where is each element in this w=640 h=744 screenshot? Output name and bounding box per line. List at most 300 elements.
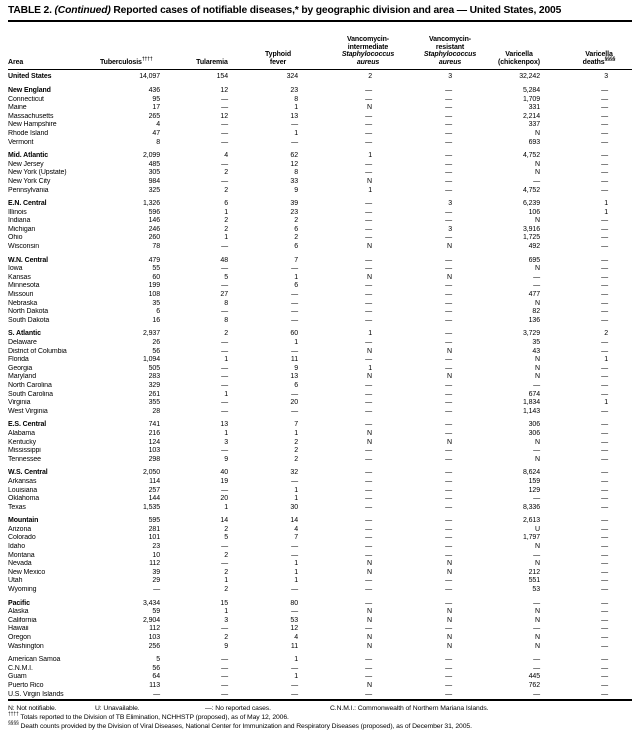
vancomycin-intermediate-cell: —: [365, 421, 372, 429]
area-cell: Vermont: [8, 138, 34, 146]
table-row: [8, 634, 632, 643]
area-cell: New Hampshire: [8, 121, 57, 129]
vancomycin-intermediate-cell: —: [365, 129, 372, 137]
table-row: [8, 691, 632, 701]
tuberculosis-cell: 55: [152, 265, 160, 273]
tularemia-cell: —: [221, 625, 228, 633]
varicella-deaths-cell: —: [601, 560, 608, 568]
area-cell: E.N. Central: [8, 200, 47, 208]
area-cell: Iowa: [8, 265, 23, 273]
varicella-deaths-cell: —: [601, 217, 608, 225]
area-cell: American Samoa: [8, 656, 61, 664]
vancomycin-intermediate-cell: —: [365, 625, 372, 633]
typhoid-fever-cell: —: [291, 681, 298, 689]
tularemia-cell: —: [221, 664, 228, 672]
varicella-deaths-cell: —: [601, 256, 608, 264]
tularemia-cell: —: [221, 265, 228, 273]
varicella-cell: N: [535, 160, 540, 168]
area-cell: Delaware: [8, 339, 37, 346]
varicella-deaths-cell: —: [601, 112, 608, 120]
vancomycin-intermediate-cell: N: [367, 681, 372, 689]
area-cell: U.S. Virgin Islands: [8, 690, 64, 698]
area-cell: Pacific: [8, 599, 30, 607]
tuberculosis-cell: 199: [148, 282, 160, 290]
area-cell: North Carolina: [8, 381, 52, 389]
tularemia-cell: 3: [224, 438, 228, 446]
varicella-deaths-cell: —: [601, 381, 608, 389]
varicella-deaths-cell: —: [601, 316, 608, 324]
varicella-cell: 337: [528, 121, 540, 129]
area-cell: Texas: [8, 503, 26, 511]
tuberculosis-cell: 64: [152, 673, 160, 681]
tuberculosis-cell: 78: [152, 243, 160, 251]
area-cell: California: [8, 616, 37, 624]
area-cell: District of Columbia: [8, 347, 67, 355]
table-row: [8, 416, 632, 430]
table-row: [8, 391, 632, 400]
tularemia-cell: 48: [220, 256, 228, 264]
tuberculosis-cell: 59: [152, 608, 160, 616]
varicella-deaths-cell: —: [601, 299, 608, 307]
tularemia-cell: 1: [224, 577, 228, 585]
vancomycin-intermediate-cell: —: [365, 551, 372, 559]
typhoid-fever-cell: —: [291, 407, 298, 415]
vancomycin-resistant-cell: N: [447, 616, 452, 624]
varicella-deaths-cell: 1: [604, 208, 608, 216]
table-row: [8, 408, 632, 417]
varicella-cell: N: [535, 356, 540, 364]
table-row: [8, 534, 632, 543]
table-row: [8, 325, 632, 339]
tuberculosis-cell: 146: [148, 217, 160, 225]
varicella-cell: —: [533, 664, 540, 672]
vancomycin-intermediate-cell: N: [367, 104, 372, 112]
table-row: [8, 291, 632, 300]
vancomycin-intermediate-cell: N: [367, 347, 372, 355]
typhoid-fever-cell: 6: [294, 225, 298, 233]
tularemia-cell: 9: [224, 455, 228, 463]
vancomycin-intermediate-cell: —: [365, 577, 372, 585]
tularemia-cell: —: [221, 339, 228, 346]
area-cell: Guam: [8, 673, 27, 681]
typhoid-fever-cell: 39: [290, 200, 298, 208]
typhoid-fever-cell: 4: [294, 634, 298, 641]
varicella-deaths-cell: —: [601, 534, 608, 542]
varicella-deaths-cell: —: [601, 656, 608, 664]
vancomycin-intermediate-cell: N: [367, 273, 372, 281]
varicella-deaths-cell: —: [601, 243, 608, 251]
vancomycin-intermediate-cell: 2: [368, 73, 372, 81]
vancomycin-intermediate-cell: —: [365, 138, 372, 146]
vancomycin-resistant-cell: —: [445, 234, 452, 242]
typhoid-fever-cell: 12: [290, 160, 298, 168]
tularemia-cell: —: [221, 399, 228, 407]
table-row: [8, 169, 632, 178]
table-row: [8, 70, 632, 82]
varicella-deaths-cell: —: [601, 339, 608, 346]
tuberculosis-cell: —: [153, 690, 160, 698]
vancomycin-resistant-cell: —: [445, 152, 452, 160]
table-row: [8, 121, 632, 130]
tuberculosis-cell: 29: [152, 577, 160, 585]
area-cell: Puerto Rico: [8, 681, 44, 689]
area-cell: West Virginia: [8, 407, 48, 415]
typhoid-fever-cell: 1: [294, 656, 298, 664]
dagger-superscript: ††††: [141, 56, 153, 63]
typhoid-fever-cell: —: [291, 586, 298, 594]
vancomycin-intermediate-cell: —: [365, 690, 372, 698]
vancomycin-resistant-cell: —: [445, 586, 452, 594]
footnote-key-dash: —: No reported cases.: [205, 705, 271, 713]
area-cell: Illinois: [8, 208, 27, 216]
table-row: [8, 651, 632, 665]
varicella-deaths-cell: —: [601, 265, 608, 273]
tuberculosis-cell: 2,937: [142, 330, 160, 338]
varicella-deaths-cell: —: [601, 455, 608, 463]
typhoid-fever-cell: —: [291, 316, 298, 324]
tularemia-cell: 1: [224, 390, 228, 398]
varicella-cell: 695: [528, 256, 540, 264]
area-cell: Colorado: [8, 534, 36, 542]
typhoid-fever-cell: 324: [286, 73, 298, 81]
tularemia-cell: 2: [224, 330, 228, 338]
typhoid-fever-cell: 6: [294, 243, 298, 251]
varicella-deaths-cell: —: [601, 121, 608, 129]
varicella-cell: 477: [528, 291, 540, 299]
area-cell: Nebraska: [8, 299, 38, 307]
vancomycin-resistant-cell: —: [445, 477, 452, 485]
section-superscript: §§§§: [8, 720, 19, 727]
varicella-deaths-cell: —: [601, 503, 608, 511]
typhoid-fever-cell: 1: [294, 104, 298, 112]
varicella-deaths-cell: —: [601, 517, 608, 525]
vancomycin-resistant-cell: —: [445, 177, 452, 185]
varicella-cell: —: [533, 551, 540, 559]
dagger-superscript: ††††: [8, 711, 19, 718]
typhoid-fever-cell: 7: [294, 421, 298, 429]
varicella-deaths-cell: —: [601, 495, 608, 503]
tularemia-cell: 14: [220, 517, 228, 525]
table-row: [8, 665, 632, 674]
footnote-key-n: N: Not notifiable.: [8, 705, 57, 713]
tuberculosis-cell: 485: [148, 160, 160, 168]
varicella-deaths-cell: —: [601, 642, 608, 650]
varicella-cell: 82: [532, 308, 540, 316]
varicella-cell: N: [535, 616, 540, 624]
tuberculosis-cell: 47: [152, 129, 160, 137]
table-row: [8, 195, 632, 209]
varicella-cell: —: [533, 599, 540, 607]
vancomycin-resistant-cell: —: [445, 429, 452, 437]
tuberculosis-cell: 112: [149, 625, 160, 633]
table-row: [8, 104, 632, 113]
area-cell: Arkansas: [8, 477, 37, 485]
varicella-deaths-cell: —: [601, 282, 608, 290]
varicella-cell: 2,613: [522, 517, 540, 525]
tuberculosis-cell: 2,099: [142, 152, 160, 160]
tularemia-cell: 2: [224, 568, 228, 576]
varicella-cell: —: [533, 282, 540, 290]
vancomycin-intermediate-cell: N: [367, 608, 372, 616]
varicella-deaths-cell: —: [601, 138, 608, 146]
tuberculosis-cell: 5: [156, 656, 160, 664]
tuberculosis-cell: 2,904: [142, 616, 160, 624]
tularemia-cell: 8: [224, 299, 228, 307]
vancomycin-intermediate-cell: —: [365, 525, 372, 533]
varicella-deaths-cell: —: [601, 599, 608, 607]
varicella-deaths-cell: —: [601, 447, 608, 455]
table-row: [8, 478, 632, 487]
table-row: [8, 308, 632, 317]
varicella-cell: —: [533, 381, 540, 389]
vancomycin-resistant-cell: —: [445, 316, 452, 324]
column-header-tuberculosis: Tuberculosis††††: [100, 22, 168, 70]
varicella-cell: —: [533, 273, 540, 281]
vancomycin-intermediate-cell: —: [365, 160, 372, 168]
tuberculosis-cell: 114: [149, 477, 160, 485]
vancomycin-resistant-cell: —: [445, 282, 452, 290]
typhoid-fever-cell: —: [291, 390, 298, 398]
tuberculosis-cell: 741: [148, 421, 160, 429]
table-row: [8, 373, 632, 382]
varicella-deaths-cell: —: [601, 177, 608, 185]
varicella-cell: 445: [528, 673, 540, 681]
varicella-cell: 306: [528, 421, 540, 429]
typhoid-fever-cell: 11: [290, 642, 298, 650]
area-cell: Washington: [8, 642, 44, 650]
notifiable-diseases-table: [8, 22, 632, 701]
table-body: [8, 70, 632, 700]
tularemia-cell: 2: [224, 551, 228, 559]
tularemia-cell: —: [221, 347, 228, 355]
vancomycin-intermediate-cell: N: [367, 177, 372, 185]
vancomycin-resistant-cell: N: [447, 347, 452, 355]
vancomycin-resistant-cell: —: [445, 208, 452, 216]
typhoid-fever-cell: —: [291, 265, 298, 273]
varicella-cell: 3,916: [522, 225, 540, 233]
area-cell: Oregon: [8, 634, 31, 641]
table-row: [8, 82, 632, 96]
varicella-cell: 551: [528, 577, 540, 585]
area-cell: Oklahoma: [8, 495, 40, 503]
typhoid-fever-cell: 2: [294, 455, 298, 463]
typhoid-fever-cell: 23: [290, 208, 298, 216]
table-header: [8, 22, 632, 70]
area-cell: Louisiana: [8, 486, 38, 494]
area-cell: Pennsylvania: [8, 186, 49, 194]
table-row: [8, 226, 632, 235]
table-row: [8, 643, 632, 652]
varicella-cell: N: [535, 560, 540, 568]
tularemia-cell: —: [221, 656, 228, 664]
tuberculosis-cell: 265: [148, 112, 160, 120]
typhoid-fever-cell: 8: [294, 169, 298, 177]
vancomycin-resistant-cell: N: [447, 568, 452, 576]
varicella-deaths-cell: —: [601, 186, 608, 194]
vancomycin-resistant-cell: —: [445, 681, 452, 689]
varicella-deaths-cell: —: [601, 577, 608, 585]
vancomycin-intermediate-cell: —: [365, 217, 372, 225]
vancomycin-resistant-cell: —: [445, 308, 452, 316]
typhoid-fever-cell: 2: [294, 234, 298, 242]
typhoid-fever-cell: 9: [294, 186, 298, 194]
vancomycin-resistant-cell: —: [445, 330, 452, 338]
table-row: [8, 300, 632, 309]
tuberculosis-cell: 1,326: [142, 200, 160, 208]
table-row: [8, 552, 632, 561]
area-cell: Massachusetts: [8, 112, 54, 120]
table-row: [8, 464, 632, 478]
table-row: [8, 586, 632, 595]
table-row: [8, 560, 632, 569]
tuberculosis-cell: 436: [148, 86, 160, 94]
area-cell: Florida: [8, 356, 29, 364]
tuberculosis-cell: 112: [149, 560, 160, 568]
tuberculosis-cell: 283: [148, 373, 160, 381]
typhoid-fever-cell: —: [291, 664, 298, 672]
tularemia-cell: 2: [224, 186, 228, 194]
area-cell: Indiana: [8, 217, 31, 225]
vancomycin-intermediate-cell: —: [365, 316, 372, 324]
vancomycin-resistant-cell: N: [447, 243, 452, 251]
varicella-deaths-cell: —: [601, 664, 608, 672]
vancomycin-resistant-cell: —: [445, 339, 452, 346]
area-cell: Michigan: [8, 225, 36, 233]
typhoid-fever-cell: 6: [294, 381, 298, 389]
varicella-deaths-cell: —: [601, 543, 608, 551]
varicella-deaths-cell: —: [601, 525, 608, 533]
area-cell: New Jersey: [8, 160, 44, 168]
varicella-deaths-cell: —: [601, 634, 608, 641]
varicella-cell: 492: [528, 243, 540, 251]
table-row: [8, 113, 632, 122]
varicella-cell: —: [533, 690, 540, 698]
area-cell: Connecticut: [8, 95, 44, 103]
vancomycin-intermediate-cell: N: [367, 634, 372, 641]
vancomycin-intermediate-cell: —: [365, 308, 372, 316]
area-cell: Arizona: [8, 525, 32, 533]
varicella-cell: N: [535, 438, 540, 446]
vancomycin-resistant-cell: —: [445, 186, 452, 194]
vancomycin-resistant-cell: —: [445, 625, 452, 633]
varicella-cell: N: [535, 265, 540, 273]
table-row: [8, 365, 632, 374]
tularemia-cell: —: [221, 243, 228, 251]
typhoid-fever-cell: 2: [294, 217, 298, 225]
varicella-deaths-cell: —: [601, 95, 608, 103]
varicella-deaths-cell: 1: [604, 399, 608, 407]
typhoid-fever-cell: 1: [294, 339, 298, 346]
tuberculosis-cell: 16: [152, 316, 160, 324]
tuberculosis-cell: 17: [152, 104, 160, 112]
tularemia-cell: 1: [224, 208, 228, 216]
tularemia-cell: 154: [216, 73, 228, 81]
tuberculosis-cell: 1,094: [142, 356, 160, 364]
varicella-cell: 1,725: [522, 234, 540, 242]
tularemia-cell: 15: [220, 599, 228, 607]
table-row: [8, 382, 632, 391]
varicella-deaths-cell: —: [601, 86, 608, 94]
vancomycin-intermediate-cell: N: [367, 560, 372, 568]
tularemia-cell: —: [221, 447, 228, 455]
vancomycin-resistant-cell: —: [445, 256, 452, 264]
vancomycin-intermediate-cell: —: [365, 339, 372, 346]
tuberculosis-cell: 14,097: [139, 73, 160, 81]
vancomycin-resistant-cell: —: [445, 664, 452, 672]
vancomycin-intermediate-cell: —: [365, 299, 372, 307]
vancomycin-resistant-cell: —: [445, 486, 452, 494]
tularemia-cell: 2: [224, 525, 228, 533]
table-row: [8, 577, 632, 586]
vancomycin-intermediate-cell: —: [365, 656, 372, 664]
tularemia-cell: 1: [224, 503, 228, 511]
varicella-deaths-cell: —: [601, 373, 608, 381]
area-cell: W.S. Central: [8, 469, 48, 477]
vancomycin-intermediate-cell: —: [365, 121, 372, 129]
vancomycin-intermediate-cell: —: [365, 200, 372, 208]
table-row: [8, 595, 632, 609]
varicella-deaths-cell: —: [601, 681, 608, 689]
vancomycin-intermediate-cell: N: [367, 616, 372, 624]
varicella-deaths-cell: —: [601, 616, 608, 624]
typhoid-fever-cell: 13: [290, 112, 298, 120]
tularemia-cell: 2: [224, 169, 228, 177]
varicella-deaths-cell: —: [601, 152, 608, 160]
vancomycin-resistant-cell: —: [445, 577, 452, 585]
area-cell: Kentucky: [8, 438, 36, 446]
tuberculosis-cell: 4: [156, 121, 160, 129]
tuberculosis-cell: 8: [156, 138, 160, 146]
footnote-key-cnmi: C.N.M.I.: Commonwealth of Northern Mariana Islands.: [330, 705, 489, 713]
area-cell: Kansas: [8, 273, 31, 281]
tuberculosis-cell: 108: [148, 291, 160, 299]
varicella-deaths-cell: —: [601, 104, 608, 112]
area-cell: Mississippi: [8, 447, 41, 455]
vancomycin-resistant-cell: —: [445, 673, 452, 681]
vancomycin-resistant-cell: —: [445, 525, 452, 533]
typhoid-fever-cell: 13: [290, 373, 298, 381]
table-row: [8, 274, 632, 283]
area-cell: South Carolina: [8, 390, 53, 398]
vancomycin-resistant-cell: —: [445, 551, 452, 559]
typhoid-fever-cell: 1: [294, 429, 298, 437]
vancomycin-resistant-cell: N: [447, 642, 452, 650]
tuberculosis-cell: 95: [152, 95, 160, 103]
table-row: [8, 356, 632, 365]
tuberculosis-cell: 329: [148, 381, 160, 389]
typhoid-fever-cell: 30: [290, 503, 298, 511]
footnote-key-line: [8, 704, 632, 713]
area-cell: New York (Upstate): [8, 169, 67, 177]
typhoid-fever-cell: 60: [290, 330, 298, 338]
table-row: [8, 252, 632, 266]
tuberculosis-cell: 261: [148, 390, 160, 398]
vancomycin-resistant-cell: —: [445, 364, 452, 372]
varicella-cell: 693: [528, 138, 540, 146]
area-cell: Wisconsin: [8, 243, 39, 251]
tularemia-cell: —: [221, 673, 228, 681]
tuberculosis-cell: 6: [156, 308, 160, 316]
column-header-vancomycin-intermediate: Vancomycin- intermediate Staphylococcus aureus: [306, 22, 398, 70]
area-cell: New York City: [8, 177, 51, 185]
tuberculosis-cell: 595: [148, 517, 160, 525]
varicella-cell: —: [533, 625, 540, 633]
tuberculosis-cell: 505: [148, 364, 160, 372]
tularemia-cell: 5: [224, 273, 228, 281]
area-cell: W.N. Central: [8, 256, 49, 264]
vancomycin-resistant-cell: —: [445, 95, 452, 103]
tularemia-cell: —: [221, 364, 228, 372]
